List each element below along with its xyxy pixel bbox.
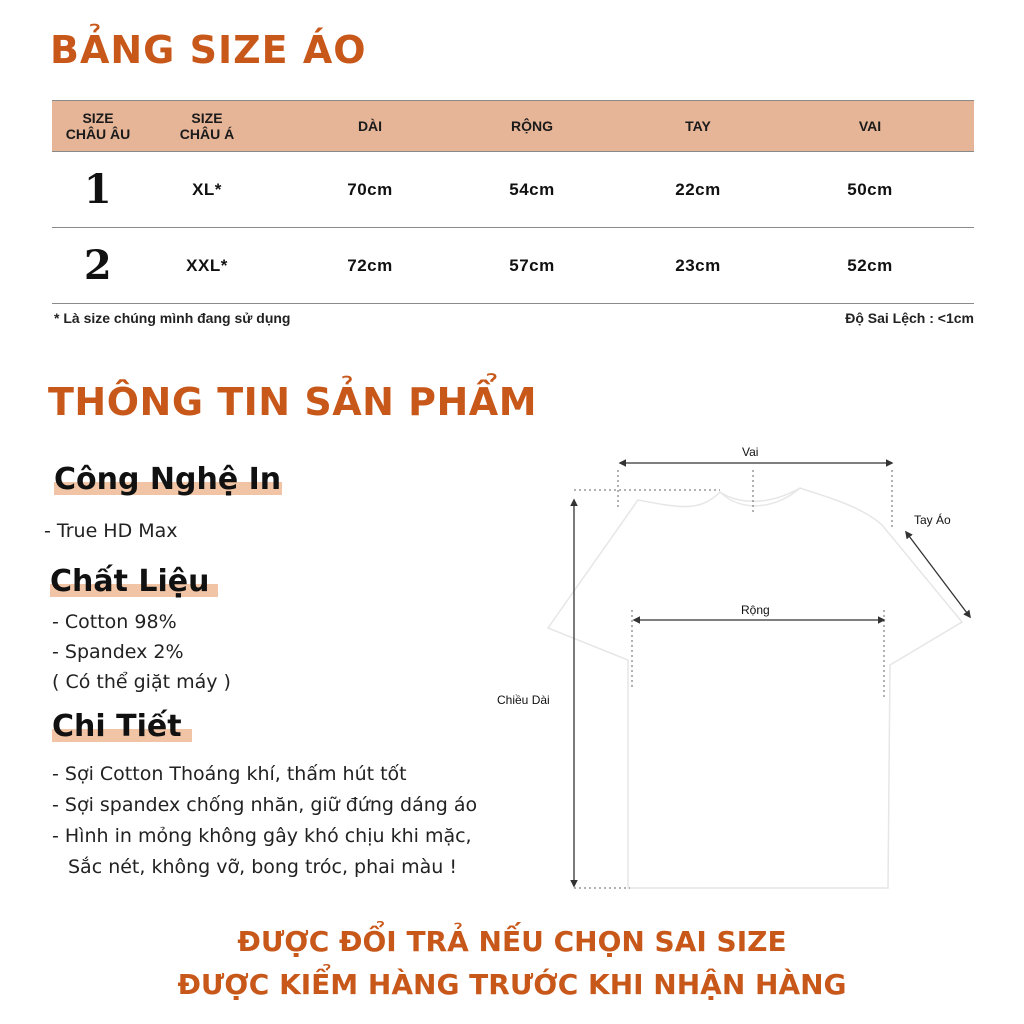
cell-sleeve: 22cm — [675, 179, 721, 199]
cell-sleeve: 23cm — [675, 255, 721, 275]
material-item: - Spandex 2% — [52, 641, 184, 663]
material-item: - Cotton 98% — [52, 611, 177, 633]
shoulder-label: Vai — [742, 445, 759, 459]
sleeve-label: Tay Áo — [914, 513, 951, 527]
promo-inspection-policy: ĐƯỢC KIỂM HÀNG TRƯỚC KHI NHẬN HÀNG — [177, 968, 847, 1001]
details-item: - Sợi spandex chống nhăn, giữ đứng dáng áo — [52, 794, 478, 816]
cell-eu-size: 2 — [83, 242, 113, 289]
tshirt-shape — [548, 488, 962, 888]
length-label: Chiều Dài — [497, 693, 550, 707]
header-width: RỘNG — [511, 118, 553, 134]
cell-asia-size: XXL* — [186, 255, 228, 275]
size-chart-title: BẢNG SIZE ÁO — [50, 28, 367, 72]
product-info-title: THÔNG TIN SẢN PHẨM — [48, 380, 538, 424]
header-shoulder: VAI — [858, 118, 882, 134]
cell-asia-size: XL* — [192, 179, 222, 199]
size-tolerance: Độ Sai Lệch : <1cm — [845, 310, 974, 326]
header-eu-size: SIZE CHÂU ÂU — [65, 110, 131, 142]
width-label: Rộng — [741, 603, 770, 617]
cell-shoulder: 52cm — [847, 255, 893, 275]
header-asia-size: SIZE CHÂU Á — [179, 110, 235, 142]
details-heading: Chi Tiết — [52, 709, 182, 744]
print-tech-item: - True HD Max — [44, 520, 178, 542]
cell-shoulder: 50cm — [847, 179, 893, 199]
cell-width: 54cm — [509, 179, 555, 199]
details-item: - Hình in mỏng không gây khó chịu khi mặc, — [52, 825, 472, 847]
header-length: DÀI — [357, 118, 383, 134]
material-heading: Chất Liệu — [50, 564, 210, 599]
promo-return-policy: ĐƯỢC ĐỔI TRẢ NẾU CHỌN SAI SIZE — [237, 925, 787, 958]
cell-eu-size: 1 — [83, 166, 113, 213]
cell-length: 72cm — [347, 255, 393, 275]
cell-length: 70cm — [347, 179, 393, 199]
details-item: Sắc nét, không vỡ, bong tróc, phai màu ! — [68, 856, 457, 878]
cell-width: 57cm — [509, 255, 555, 275]
size-footnote: * Là size chúng mình đang sử dụng — [54, 310, 291, 326]
details-item: - Sợi Cotton Thoáng khí, thấm hút tốt — [52, 763, 407, 785]
material-item: ( Có thể giặt máy ) — [52, 671, 231, 693]
header-sleeve: TAY — [685, 118, 711, 134]
print-tech-heading: Công Nghệ In — [54, 462, 282, 497]
